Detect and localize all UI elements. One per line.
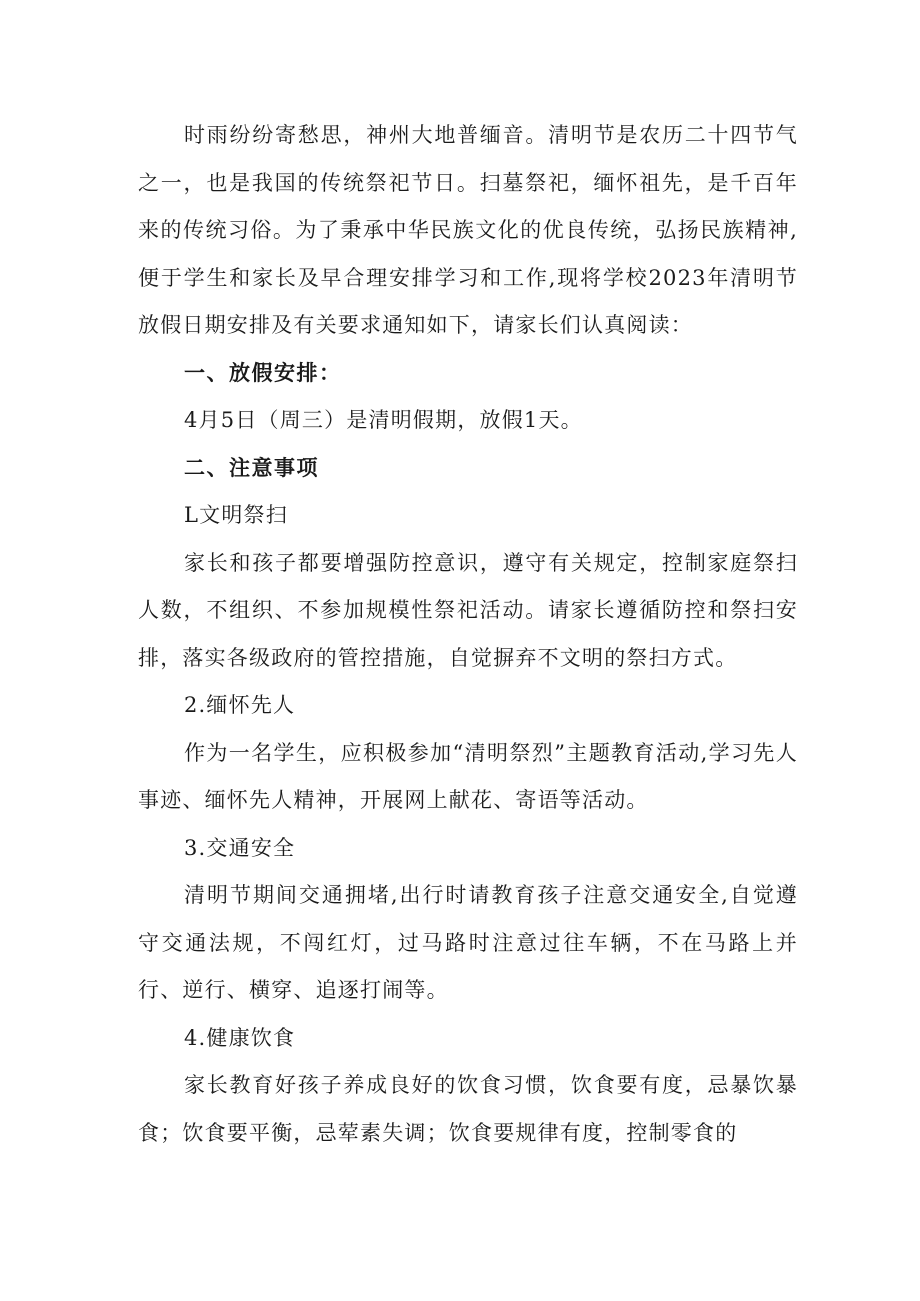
item-text-healthy-diet: 家长教育好孩子养成良好的饮食习惯，饮食要有度，忌暴饮暴食；饮食要平衡，忌荤素失调；饮食要规律有度，控制零食的 (138, 1073, 798, 1145)
item-text-civilized-sweeping: 家长和孩子都要增强防控意识，遵守有关规定，控制家庭祭扫人数，不组织、不参加规模性祭祀活动。请家长遵循防控和祭扫安排，落实各级政府的管控措施，自觉摒弃不文明的祭扫方式。 (138, 550, 798, 670)
section-heading-notes: 二、注意事项 (184, 455, 319, 480)
document-body (138, 112, 798, 1157)
item-title-remember-ancestors: 2.缅怀先人 (184, 693, 296, 717)
section-heading-holiday: 一、放假安排： (184, 360, 342, 385)
item-text-remember-ancestors: 作为一名学生，应积极参加“清明祭烈”主题教育活动,学习先人事迹、缅怀先人精神，开展网上献花、寄语等活动。 (138, 740, 798, 812)
item-title-healthy-diet: 4.健康饮食 (184, 1025, 296, 1050)
holiday-schedule-text: 4月5日（周三）是清明假期，放假1天。 (184, 408, 583, 432)
item-title-civilized-sweeping: L文明祭扫 (184, 503, 288, 527)
item-text-traffic-safety: 清明节期间交通拥堵,出行时请教育孩子注意交通安全,自觉遵守交通法规，不闯红灯，过马路时注意过往车辆，不在马路上并行、逆行、横穿、追逐打闹等。 (138, 883, 798, 1002)
intro-paragraph: 时雨纷纷寄愁思，神州大地普缅音。清明节是农历二十四节气之一，也是我国的传统祭祀节日。扫墓祭祀，缅怀祖先，是千百年来的传统习俗。为了秉承中华民族文化的优良传统，弘扬民族精神,便于学生和家长及早合理安排学习和工作,现将学校2023年清明节放假日期安排及有关要求通知如下，请家长们认真阅读： (138, 123, 798, 337)
item-title-traffic-safety: 3.交通安全 (184, 835, 296, 860)
